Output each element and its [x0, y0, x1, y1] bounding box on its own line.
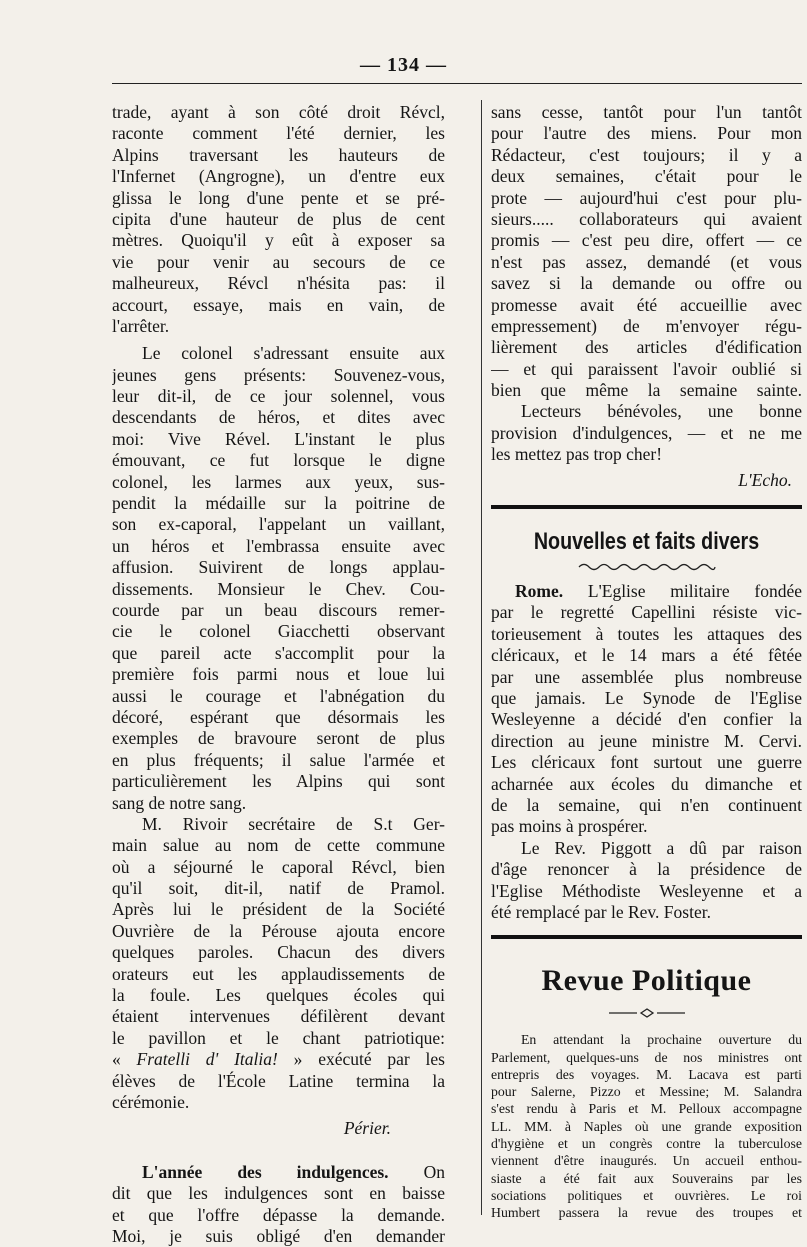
- text-line: qu'il soit, dit-il, natif de Pramol.: [112, 878, 445, 899]
- paragraph-rome: [491, 581, 802, 838]
- text-line: un héros et l'embrassa ensuite avec: [112, 535, 445, 556]
- text-line: dit que les indulgences sont en baisse: [112, 1183, 445, 1204]
- page-number: — 134 —: [360, 54, 447, 76]
- wave-ornament: [577, 561, 717, 573]
- section-rule: [491, 935, 802, 939]
- text-line: pendit la médaille sur la poitrine de: [112, 493, 445, 514]
- text-line: et que l'offre dépasse la demande.: [112, 1204, 445, 1225]
- text-line: Ouvrière de la Pérouse ajouta encore: [112, 920, 445, 941]
- song-title: Fratelli d' Italia!: [136, 1049, 278, 1070]
- text-line: mètres. Quoiqu'il y eût à exposer sa: [112, 230, 445, 251]
- text-line: le pavillon et le chant patriotique:: [112, 1027, 445, 1048]
- text-line: siaste a été fait aux Souverains par les: [491, 1170, 802, 1186]
- text-line: n'est pas assez, demandé (et vous: [491, 251, 802, 272]
- section-rule: [491, 505, 802, 509]
- text-line: cléricaux, et le 14 mars a été fêtée: [491, 645, 802, 666]
- text-line: cérémonie.: [112, 1091, 190, 1112]
- text-line: sociations politiques et ouvrières. Le roi: [491, 1187, 802, 1203]
- text-line: l'Infernet (Angrogne), un d'entre eux: [112, 166, 445, 187]
- text-line: Rédacteur, c'est toujours; il y a: [491, 144, 802, 165]
- text-line: pour l'autre des miens. Pour mon: [491, 123, 802, 144]
- text-line: Après lui le président de la Société: [112, 899, 445, 920]
- text-line: d'hygiène et un congrès contre la tuberculose: [491, 1136, 802, 1152]
- text-line: Le Rev. Piggott a dû par raison: [521, 837, 802, 858]
- text-line: En attendant la prochaine ouverture du: [521, 1032, 802, 1048]
- text-line: sans cesse, tantôt pour l'un tantôt: [491, 102, 802, 122]
- text-line: Humbert passera la revue des troupes et: [491, 1205, 802, 1221]
- text-line: orateurs eut les applaudissements de: [112, 963, 445, 984]
- text-line: descendants de héros, et dites avec: [112, 407, 445, 428]
- paragraph-colonel-speech: [112, 343, 445, 814]
- text-line: promesse avait été accueillie avec: [491, 294, 802, 315]
- left-column: [112, 102, 445, 1247]
- place-lead: Rome.: [515, 581, 564, 602]
- text-line: exemples de bravoure seront de plus: [112, 728, 445, 749]
- text-line: Les cléricaux font surtout une guerre: [491, 752, 802, 773]
- text-line: quelques paroles. Chacun des divers: [112, 942, 445, 963]
- section-title-politics: Revue Politique: [541, 964, 752, 998]
- text-line: émouvant, ce fut lorsque le digne: [112, 450, 445, 471]
- text-line: pour Salerne, Pizzo et Messine; M. Salandra: [491, 1084, 802, 1100]
- text-line: vie pour venir au secours de ce: [112, 251, 445, 272]
- article-indulgences: [112, 1162, 445, 1247]
- paragraph-indulgences-cont: [491, 102, 802, 401]
- text-line: cipita d'une hauteur de plus de cent: [112, 208, 445, 229]
- text-line: prote — aujourd'hui c'est pour plu-: [491, 187, 802, 208]
- text-line: savez si la demande ou offre ou: [491, 273, 802, 294]
- text-line: cie le colonel Giacchetti observant: [112, 621, 445, 642]
- text-line: Le colonel s'adressant ensuite aux: [142, 343, 445, 364]
- text-line: L'année des indulgences. On: [142, 1161, 445, 1182]
- text-line: son ex-caporal, l'appelant un vaillant,: [112, 514, 445, 535]
- text-line: Moi, je suis obligé d'en demander: [112, 1225, 445, 1246]
- text-line: provision d'indulgences, — et ne me: [491, 422, 802, 443]
- signature: L'Echo.: [738, 469, 792, 490]
- text-line: empressement) de m'envoyer régu-: [491, 315, 802, 336]
- text-line: bien que même la semaine sainte.: [491, 380, 802, 401]
- text-line: élèves de l'École Latine termina la: [112, 1070, 445, 1091]
- text-line: — et qui paraissent l'avoir oublié si: [491, 358, 802, 379]
- right-column: [491, 102, 802, 1222]
- text-line: première fois parmi nous et loue lui: [112, 664, 445, 685]
- signature: Périer.: [343, 1118, 391, 1139]
- paragraph-rivoir: [112, 814, 445, 1140]
- text-line: leur dit-il, de ce jour solennel, vous: [112, 386, 445, 407]
- text-line: l'Eglise Méthodiste Wesleyenne et a: [491, 880, 802, 901]
- text-line: sang de notre sang.: [112, 792, 247, 813]
- column-divider: [481, 100, 482, 1215]
- text-line: pas moins à prospérer.: [491, 816, 648, 837]
- text-line: Parlement, quelques-uns de nos ministres ont: [491, 1049, 802, 1065]
- text-line: que pareil acte s'accomplit pour la: [112, 642, 445, 663]
- text-line: particulièrement les Alpins qui sont: [112, 771, 445, 792]
- text-line: LL. MM. à Naples où une grande exposition: [491, 1118, 802, 1134]
- text-line: moi: Vive Rével. L'instant le plus: [112, 428, 445, 449]
- text-line: courde par un beau discours remer-: [112, 599, 445, 620]
- text-line: M. Rivoir secrétaire de S.t Ger-: [142, 813, 445, 834]
- text-line: l'arrêter.: [112, 315, 170, 336]
- text-line: entrepris des voyages. M. Lacava est parti: [491, 1066, 802, 1082]
- text-line: viennent d'être inaugurés. Un accueil enthou-: [491, 1153, 802, 1169]
- text-line: décoré, espérant que désormais les: [112, 706, 445, 727]
- text-line: Wesleyenne a décidé d'en confier la: [491, 709, 802, 730]
- text-line: par le regretté Capellini résiste vic-: [491, 602, 802, 623]
- text-line: promis — c'est peu dire, offert — ce: [491, 230, 802, 251]
- text-line: malheureux, Révcl n'hésita pas: il: [112, 273, 445, 294]
- section-title-news: Nouvelles et faits divers: [533, 528, 760, 556]
- text-line: par une assemblée plus nombreuse: [491, 666, 802, 687]
- text-line: direction au jeune ministre M. Cervi.: [491, 730, 802, 751]
- text-line: deux semaines, c'était pour le: [491, 166, 802, 187]
- text-line: colonel, les larmes aux yeux, sus-: [112, 471, 445, 492]
- text-line: Lecteurs bénévoles, une bonne: [521, 401, 802, 422]
- paragraph-piggott: [491, 838, 802, 924]
- paragraph-readers: [491, 401, 802, 491]
- text-line: d'âge renoncer à la présidence de: [491, 859, 802, 880]
- text-line: glissa le long d'une pente et se pré-: [112, 187, 445, 208]
- text-line: de la semaine, qui n'en continuent: [491, 794, 802, 815]
- text-line: sieurs..... collaborateurs qui avaient: [491, 208, 802, 229]
- text-line: accourt, essaye, mais en vain, de: [112, 294, 445, 315]
- text-line: affusion. Suivirent de longs applau-: [112, 557, 445, 578]
- text-line: étaient intervenues défilèrent devant: [112, 1006, 445, 1027]
- text-line: la foule. Les quelques écoles qui: [112, 985, 445, 1006]
- text-line: en plus fréquents; il salue l'armée et: [112, 749, 445, 770]
- text-line: Rome. L'Eglise militaire fondée: [515, 581, 802, 602]
- article-heading: L'année des indulgences.: [142, 1161, 389, 1182]
- text-line: Alpins traversant les hauteurs de: [112, 144, 445, 165]
- header-rule: [112, 83, 802, 84]
- text-line: main salue au nom de cette commune: [112, 835, 445, 856]
- text-line: « Fratelli d' Italia! » exécuté par les: [112, 1049, 445, 1070]
- text-line: que jamais. Le Synode de l'Eglise: [491, 687, 802, 708]
- text-line: jeunes gens présents: Souvenez-vous,: [112, 364, 445, 385]
- text-line: aussi le courage et l'abnégation du: [112, 685, 445, 706]
- paragraph-revel-story: [112, 102, 445, 337]
- text-line: torieusement à toutes les attaques des: [491, 623, 802, 644]
- text-line: où a séjourné le caporal Révcl, bien: [112, 856, 445, 877]
- text-line: lièrement des articles d'édification: [491, 337, 802, 358]
- text-line: s'est rendu à Paris et M. Pelloux accompagne: [491, 1101, 802, 1117]
- text-line: les mettez pas trop cher!: [491, 444, 663, 465]
- text-line: été remplacé par le Rev. Foster.: [491, 901, 711, 922]
- text-line: dissements. Monsieur le Chev. Cou-: [112, 578, 445, 599]
- diamond-ornament: [607, 1007, 687, 1019]
- text-line: acharnée aux écoles du dimanche et: [491, 773, 802, 794]
- text-line: raconte comment l'été dernier, les: [112, 123, 445, 144]
- paragraph-politics: [491, 1031, 802, 1221]
- text-line: trade, ayant à son côté droit Révcl,: [112, 102, 445, 122]
